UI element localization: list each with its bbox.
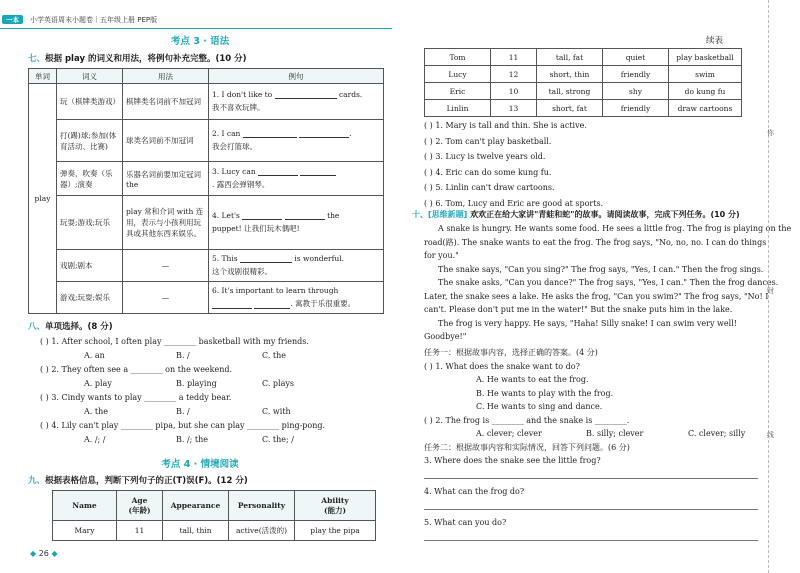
example-cell: 1. I don't like to cards. 我不喜欢玩牌。 bbox=[209, 84, 384, 120]
task-question: ( ) 2. The frog is ________ and the snake is ________. bbox=[424, 415, 630, 425]
info-table-continued bbox=[424, 48, 742, 117]
cell-appearance: short, thin bbox=[537, 66, 603, 83]
example-cell: 6. It's important to learn through . 寓教于乐很重要。 bbox=[209, 282, 384, 314]
mcq-question: ( ) 3. Cindy wants to play ________ a teddy bear. bbox=[40, 393, 232, 402]
cell-age: 10 bbox=[491, 83, 537, 100]
tf-statement: ( ) 4. Eric can do some kung fu. bbox=[424, 167, 552, 177]
answer-blank[interactable] bbox=[285, 212, 325, 220]
example-cell: 4. Let's the puppet! 让我们玩木偶吧! bbox=[209, 196, 384, 250]
usage-cell: 棋牌类名词前不加冠词 bbox=[123, 84, 209, 120]
question-10-title: 十、[思维新题] 欢欢正在给大家讲"青蛙和蛇"的故事。请阅读故事，完成下列任务。(10 分) bbox=[412, 210, 740, 219]
usage-cell: — bbox=[123, 250, 209, 282]
question-7-title: 七、根据 play 的词义和用法，将例句补充完整。(10 分) bbox=[28, 54, 247, 64]
task-option: A. He wants to eat the frog. bbox=[476, 375, 589, 384]
margin-char: 财 bbox=[767, 287, 774, 295]
story-line: road(路). The snake wants to eat the frog. The frog says, "No, no, no. I can do things bbox=[424, 237, 767, 247]
series-badge: 一本 bbox=[2, 15, 23, 24]
answer-blank[interactable] bbox=[258, 168, 298, 176]
page-header bbox=[0, 14, 250, 26]
task-1 bbox=[424, 346, 758, 454]
header-example: 例句 bbox=[209, 69, 384, 84]
meaning-cell: 戏剧;剧本 bbox=[57, 250, 123, 282]
usage-cell: 乐器名词前要加定冠词 the bbox=[123, 162, 209, 196]
story-line: The snake says, "Can you sing?" The frog says, "Yes, I can." Then the frog sings. bbox=[438, 264, 764, 274]
task-option: B. He wants to play with the frog. bbox=[476, 388, 614, 398]
header-word: 单词 bbox=[29, 69, 57, 84]
answer-blank[interactable] bbox=[212, 301, 252, 309]
story-line: A snake is hungry. He wants some food. He sees a little frog. The frog is playing on the bbox=[438, 224, 792, 233]
task-question: ( ) 1. What does the snake want to do? bbox=[424, 361, 580, 371]
mcq-options: A. /; / B. /; the C. the; / bbox=[84, 435, 294, 444]
binding-margin bbox=[768, 0, 800, 573]
mcq-question: ( ) 1. After school, I often play ________ basketball with my friends. bbox=[40, 337, 309, 346]
continued-label: 续表 bbox=[706, 36, 724, 46]
answer-line[interactable] bbox=[424, 509, 758, 510]
answer-blank[interactable] bbox=[254, 301, 290, 309]
answer-blank[interactable] bbox=[242, 212, 282, 220]
cell-ability: play the pipa bbox=[295, 521, 376, 541]
answer-blank[interactable] bbox=[240, 255, 292, 263]
task-1-title: 任务一：根据故事内容，选择正确的答案。(4 分) bbox=[424, 348, 598, 357]
thinking-tag: [思维新题] bbox=[428, 210, 468, 219]
answer-line[interactable] bbox=[424, 540, 758, 541]
word-play: play bbox=[29, 84, 57, 314]
cell-age: 11 bbox=[117, 521, 163, 541]
mcq-options: A. an B. / C. the bbox=[84, 351, 287, 360]
section-title-grammar: 考点 3 · 语法 bbox=[170, 36, 230, 47]
header-personality: Personality bbox=[229, 491, 295, 521]
page-number: ◆ 26 ◆ bbox=[30, 549, 58, 558]
cell-personality: quiet bbox=[603, 49, 669, 66]
margin-char: 你 bbox=[767, 129, 774, 137]
tf-statements bbox=[424, 118, 603, 211]
cell-personality: active(活泼的) bbox=[229, 521, 295, 541]
tf-statement: ( ) 5. Linlin can't draw cartoons. bbox=[424, 183, 555, 192]
cell-name: Eric bbox=[425, 83, 491, 100]
meaning-cell: 玩（棋牌类游戏） bbox=[57, 84, 123, 120]
example-cell: 3. Lucy can . 露西会弹钢琴。 bbox=[209, 162, 384, 196]
meaning-cell: 游戏;玩耍;娱乐 bbox=[57, 282, 123, 314]
cell-name: Tom bbox=[425, 49, 491, 66]
meaning-cell: 玩耍;游戏;玩乐 bbox=[57, 196, 123, 250]
tf-statement: ( ) 2. Tom can't play basketball. bbox=[424, 136, 552, 146]
tf-statement: ( ) 1. Mary is tall and thin. She is active. bbox=[424, 121, 587, 130]
story-text bbox=[424, 222, 792, 344]
meaning-cell: 弹奏，吹奏（乐器）;演奏 bbox=[57, 162, 123, 196]
cell-appearance: short, fat bbox=[537, 100, 603, 117]
story-line: The frog is very happy. He says, "Haha! Silly snake! I can swim very well! bbox=[438, 318, 737, 328]
header-meaning: 词义 bbox=[57, 69, 123, 84]
usage-cell: play 常和介词 with 连用，表示与小孩利用玩具或其他东西来娱乐。 bbox=[123, 196, 209, 250]
task-2-title: 任务二：根据故事内容和实际情况，回答下列问题。(6 分) bbox=[424, 442, 630, 452]
example-cell: 2. I can . 我会打篮球。 bbox=[209, 120, 384, 162]
question-9-title: 九、根据表格信息，判断下列句子的正(T)误(F)。(12 分) bbox=[28, 476, 248, 486]
cell-age: 13 bbox=[491, 100, 537, 117]
cell-personality: friendly bbox=[603, 100, 669, 117]
task-options: A. clever; clever B. silly; clever C. clever; silly bbox=[476, 429, 746, 438]
usage-cell: — bbox=[123, 282, 209, 314]
answer-blank[interactable] bbox=[275, 91, 337, 99]
cell-appearance: tall, strong bbox=[537, 83, 603, 100]
section-title-reading: 考点 4 · 情境阅读 bbox=[161, 459, 239, 470]
question-8-title: 八、单项选择。(8 分) bbox=[28, 322, 113, 332]
cell-name: Linlin bbox=[425, 100, 491, 117]
book-title: 小学英语周末小题卷｜五年级上册 PEP版 bbox=[30, 16, 158, 24]
cell-name: Mary bbox=[53, 521, 117, 541]
answer-blank[interactable] bbox=[243, 130, 297, 138]
example-cell: 5. This is wonderful. 这个戏剧很精彩。 bbox=[209, 250, 384, 282]
cell-personality: shy bbox=[603, 83, 669, 100]
cell-age: 11 bbox=[491, 49, 537, 66]
cell-appearance: tall, fat bbox=[537, 49, 603, 66]
story-line: Goodbye!" bbox=[424, 332, 467, 341]
story-line: Later, the snake sees a lake. He asks the frog, "Can you swim?" The frog says, "No! I bbox=[424, 291, 769, 301]
task-2 bbox=[424, 456, 758, 541]
cell-age: 12 bbox=[491, 66, 537, 83]
mcq-question: ( ) 2. They often see a ________ on the weekend. bbox=[40, 365, 233, 374]
mcq-options: A. the B. / C. with bbox=[84, 407, 291, 416]
cell-name: Lucy bbox=[425, 66, 491, 83]
answer-line[interactable] bbox=[424, 478, 758, 479]
header-age: Age (年龄) bbox=[117, 491, 163, 521]
story-line: for you." bbox=[424, 251, 459, 260]
open-question: 3. Where does the snake see the little frog? bbox=[424, 456, 601, 465]
mcq-options: A. play B. playing C. plays bbox=[84, 379, 294, 388]
cell-ability: play basketball bbox=[669, 49, 742, 66]
header-appearance: Appearance bbox=[163, 491, 229, 521]
meaning-cell: 打(踢)球;参加(体育活动、比赛) bbox=[57, 120, 123, 162]
story-line: can't. Please don't put me in the water!" But the snake puts him in the lake. bbox=[424, 305, 733, 314]
mcq-question: ( ) 4. Lily can't play ________ pipa, but she can play ________ ping-pong. bbox=[40, 421, 326, 430]
cell-ability: draw cartoons bbox=[669, 100, 742, 117]
usage-cell: 球类名词前不加冠词 bbox=[123, 120, 209, 162]
header-name: Name bbox=[53, 491, 117, 521]
open-question: 4. What can the frog do? bbox=[424, 487, 525, 496]
story-line: The snake asks, "Can you dance?" The frog says, "Yes, I can." Then the frog dances. bbox=[438, 278, 779, 287]
cell-personality: friendly bbox=[603, 66, 669, 83]
margin-char: 线 bbox=[767, 431, 774, 439]
tf-statement: ( ) 6. Tom, Lucy and Eric are good at sports. bbox=[424, 198, 604, 208]
cell-ability: do kung fu bbox=[669, 83, 742, 100]
answer-blank[interactable] bbox=[300, 168, 336, 176]
answer-blank[interactable] bbox=[299, 130, 349, 138]
mcq-list bbox=[40, 335, 390, 447]
cell-appearance: tall, thin bbox=[163, 521, 229, 541]
header-ability: Ability (能力) bbox=[295, 491, 376, 521]
open-question: 5. What can you do? bbox=[424, 518, 507, 527]
tf-statement: ( ) 3. Lucy is twelve years old. bbox=[424, 152, 546, 161]
header-usage: 用法 bbox=[123, 69, 209, 84]
info-table bbox=[52, 490, 376, 541]
task-option: C. He wants to sing and dance. bbox=[476, 402, 603, 411]
cell-ability: swim bbox=[669, 66, 742, 83]
grammar-table bbox=[28, 68, 384, 314]
